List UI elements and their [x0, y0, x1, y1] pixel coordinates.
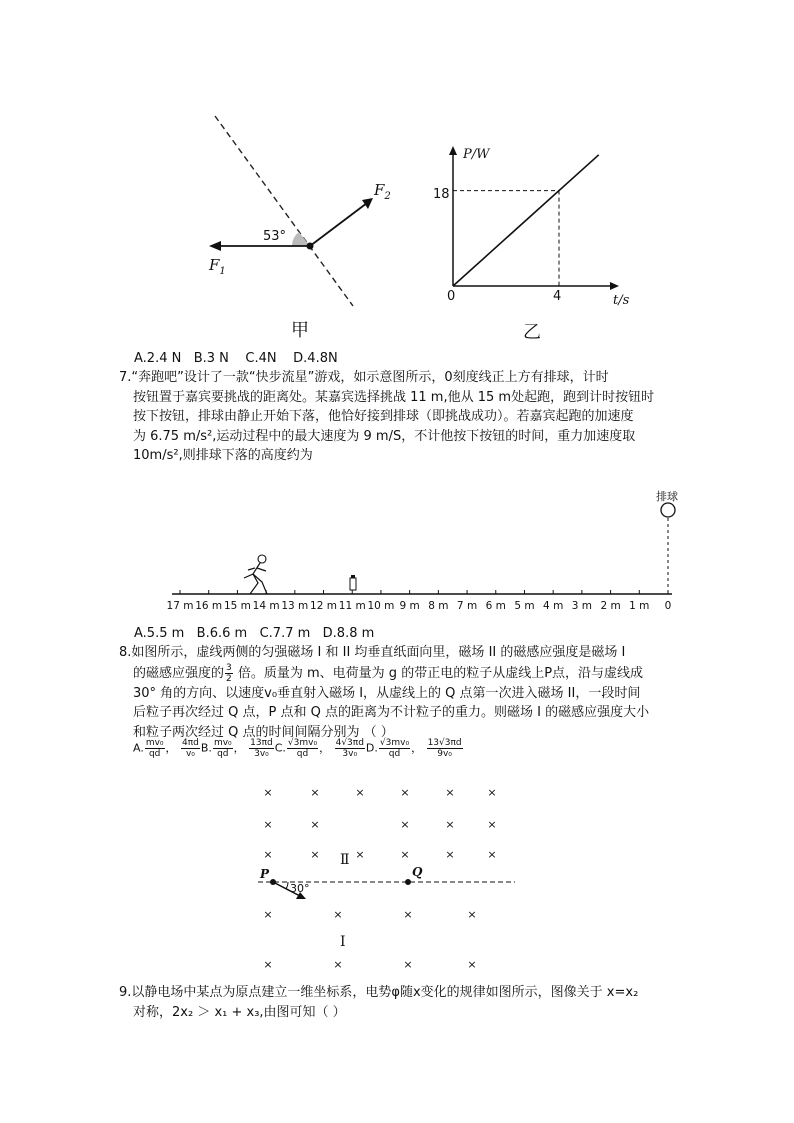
field-cross: ×: [400, 786, 410, 799]
point-q: [405, 879, 411, 885]
field-cross: ×: [400, 818, 410, 831]
field-cross: ×: [263, 786, 273, 799]
track-tick-label: 4 m: [543, 600, 564, 612]
q8-line: 8.如图所示，虚线两侧的匀强磁场 I 和 II 均垂直纸面向里，磁场 II 的磁感应强度是磁场 I: [119, 645, 626, 660]
q7-text: [119, 368, 679, 466]
track-tick-label: 8 m: [428, 600, 449, 612]
y-axis-arrow: [449, 146, 457, 155]
q7-line: 按钮置于嘉宾要挑战的距离处。某嘉宾选择挑战 11 m,他从 15 m处起跑，跑到计时按钮时: [133, 389, 655, 405]
q7-line: 10m/s²,则排球下落的高度约为: [133, 448, 313, 463]
force-diagram: [195, 110, 405, 355]
field-cross: ×: [400, 848, 410, 861]
x-axis-arrow: [610, 282, 619, 290]
q7-options: A.5.5 m B.6.6 m C.7.7 m D.8.8 m: [134, 626, 375, 641]
track-tick-label: 14 m: [252, 600, 280, 612]
ball-label: 排球: [656, 490, 678, 503]
y-tick-label: 18: [433, 187, 450, 202]
figure-yi: [425, 140, 635, 350]
field-cross: ×: [403, 908, 413, 921]
runner-icon: [244, 555, 267, 594]
f2-arrowhead: [362, 198, 373, 209]
track-tick-label: 12 m: [310, 600, 337, 612]
q9-text: [119, 983, 679, 1022]
data-line: [453, 155, 599, 286]
magnetic-field-figure: [240, 782, 530, 982]
field-cross: ×: [355, 786, 365, 799]
f1-label: $F_1$: [209, 256, 226, 277]
y-axis-label: P/W: [463, 147, 490, 162]
fraction: $\frac{3}{2}$: [226, 662, 232, 684]
track-tick-label: 13 m: [281, 600, 309, 612]
origin-label: 0: [447, 289, 456, 304]
track-tick-label: 0: [664, 600, 672, 612]
field-cross: ×: [263, 818, 273, 831]
field-cross: ×: [467, 958, 477, 971]
field-cross: ×: [333, 958, 343, 971]
q8-options: A. $\frac{\text{mv₀}}{qd}$ ， $\frac{4\pi d}{\text{v₀}}$ B. $\frac{\text{mv₀}}{qd}$ ， $\frac{13\pi d}{\text{3v₀}}$ C. $\frac{\text{√3mv₀}}{qd}$ ， $\frac{4√3\pi d}{\text{3v₀}}$ D. $\frac{\text{√3mv₀}}{qd}$ ， $\frac{13√3\pi d}{\text{9v₀}}$: [133, 738, 462, 759]
region-2-label: Ⅱ: [340, 852, 350, 868]
field-cross: ×: [467, 908, 477, 921]
field-cross: ×: [487, 848, 497, 861]
field-cross: ×: [263, 848, 273, 861]
f1-arrowhead: [209, 241, 221, 251]
field-crosses: [263, 786, 496, 971]
f2-arrow: [310, 203, 367, 246]
field-cross: ×: [355, 848, 365, 861]
q8-text: [119, 643, 679, 742]
angle-arc: [286, 882, 288, 889]
field-cross: ×: [263, 958, 273, 971]
point: [307, 243, 314, 250]
q8-line: 后粒子再次经过 Q 点，P 点和 Q 点的距离为不计粒子的重力。则磁场 I 的磁感应强度大小: [133, 705, 650, 720]
field-cross: ×: [445, 818, 455, 831]
track-tick-label: 6 m: [485, 600, 506, 612]
track-tick-label: 7 m: [456, 600, 478, 612]
q8-line: 的磁感应强度的 $\frac{3}{2}$ 倍。质量为 m、电荷量为 g 的带正电的粒子从虚线上P点，沿与虚线成: [133, 662, 644, 684]
track-tick-label: 9 m: [399, 600, 420, 612]
f2-label: $F_2$: [374, 181, 391, 202]
track-figure: [160, 488, 690, 616]
q9-line: 9.以静电场中某点为原点建立一维坐标系，电势φ随x变化的规律如图所示，图像关于 x=x₂: [119, 985, 639, 1000]
field-cross: ×: [310, 848, 320, 861]
q7-line: 按下按钮，排球由静止开始下落，他恰好接到排球（即挑战成功）。若嘉宾起跑的加速度: [133, 409, 634, 424]
q8-line: 和粒子两次经过 Q 点的时间间隔分别为 （ ）: [133, 724, 394, 740]
x-tick-label: 4: [553, 289, 562, 304]
q6-options: A.2.4 N B.3 N C.4N D.4.8N: [134, 351, 338, 366]
track-tick-label: 16 m: [195, 600, 223, 612]
q7-line: 7.“奔跑吧”设计了一款“快步流星”游戏，如示意图所示，0刻度线正上方有排球，计时: [119, 370, 609, 385]
track-tick-label: 17 m: [166, 600, 194, 612]
x-axis-label: t/s: [613, 293, 630, 308]
chart-axes: [449, 146, 619, 290]
field-cross: ×: [263, 908, 273, 921]
track-tick-label: 11 m: [338, 600, 366, 612]
q8-line: 30° 角的方向、以速度v₀垂直射入磁场 I，从虚线上的 Q 点第一次进入磁场 II，一段时间: [133, 685, 641, 701]
track-tick-label: 2 m: [600, 600, 621, 612]
caption-jia: 甲: [291, 320, 309, 341]
point-q-label: Q: [412, 865, 423, 879]
field-cross: ×: [403, 958, 413, 971]
timer-button-top: [351, 575, 355, 578]
field-cross: ×: [333, 908, 343, 921]
dashed-line: [215, 116, 353, 306]
track-tick-label: 10 m: [367, 600, 395, 612]
track-tick-label: 3 m: [571, 600, 593, 612]
field-cross: ×: [487, 818, 497, 831]
field-cross: ×: [310, 786, 320, 799]
figure-jia: [195, 110, 405, 355]
q7-line: 为 6.75 m/s²,运动过程中的最大速度为 9 m/S，不计他按下按钮的时间，重力加速度取: [133, 428, 636, 444]
volleyball: [661, 503, 675, 517]
track-tick-label: 15 m: [223, 600, 251, 612]
point-p-label: P: [260, 867, 270, 881]
angle-label: 53°: [263, 229, 287, 244]
track-tick-label: 1 m: [629, 600, 650, 612]
field-cross: ×: [445, 848, 455, 861]
field-cross: ×: [487, 786, 497, 799]
timer-button: [350, 578, 356, 590]
field-cross: ×: [310, 818, 320, 831]
track-tick-label: 5 m: [514, 600, 535, 612]
field-cross: ×: [445, 786, 455, 799]
region-1-label: Ⅰ: [340, 934, 346, 950]
caption-yi: 乙: [523, 322, 541, 343]
q9-line: 对称，2x₂ ＞ x₁ + x₃,由图可知（ ）: [133, 1004, 346, 1020]
power-time-chart: [425, 140, 635, 350]
angle-label: 30°: [290, 882, 310, 895]
